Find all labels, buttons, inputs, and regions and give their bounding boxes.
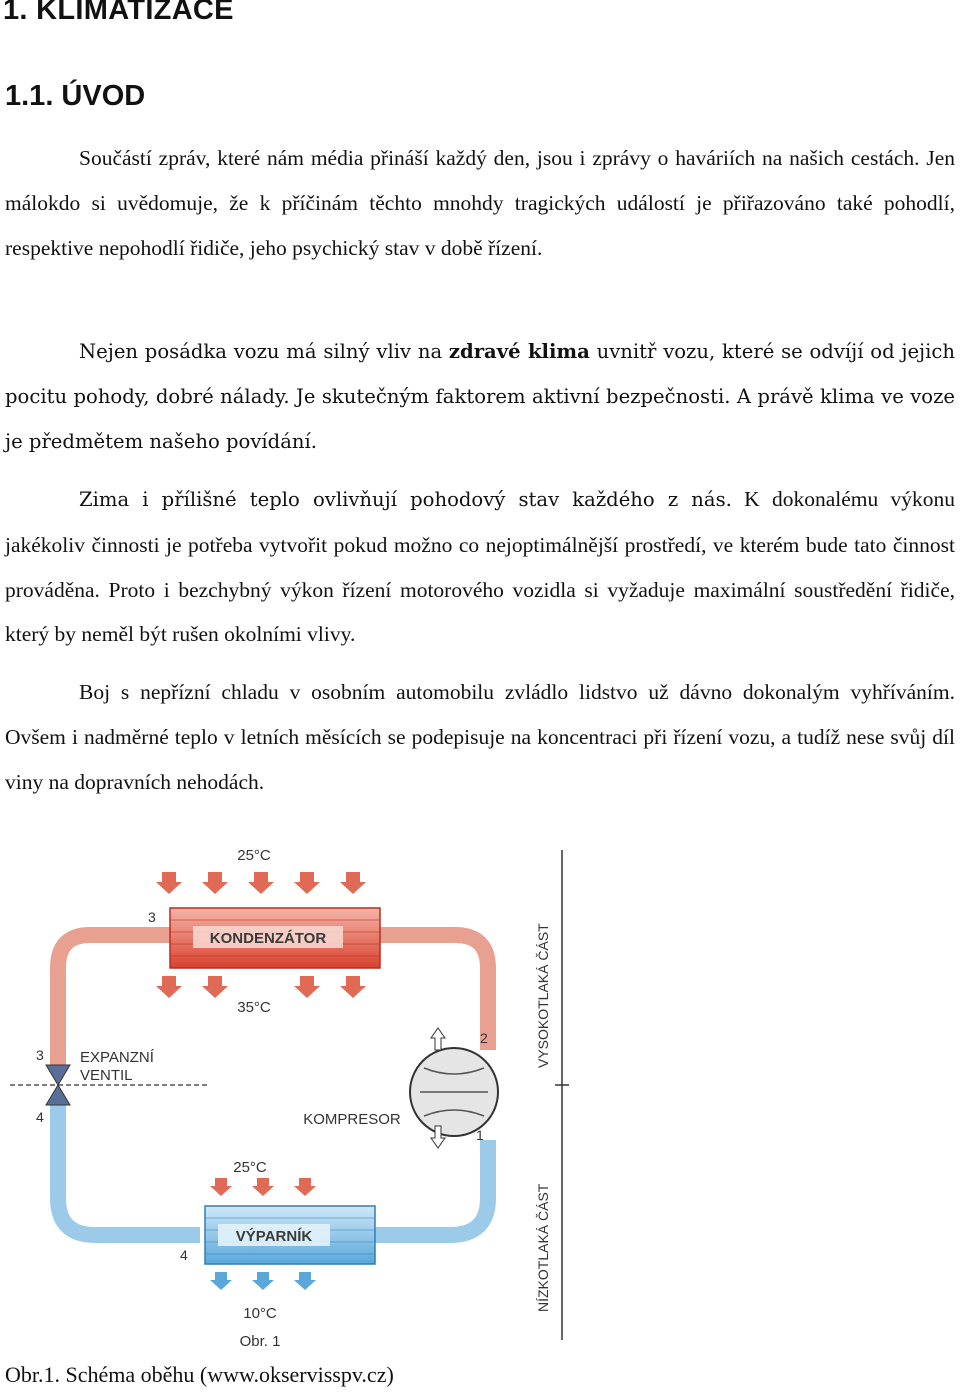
figure-caption: Obr.1. Schéma oběhu (www.okservisspv.cz) (5, 1362, 394, 1387)
point-3-left: 3 (36, 1047, 44, 1063)
paragraph-1: Součástí zpráv, které nám média přináší každý den, jsou i zprávy o haváriích na našich cestách. Jen málokdo si uvědomuje, že k příčinám těchto mnohdy tragických událostí je přiřazováno také pohodlí, respektive nepohodlí řidiče, jeho psychický stav v době řízení. (5, 146, 955, 260)
condenser-label: KONDENZÁTOR (209, 930, 327, 947)
evaporator-label: VÝPARNÍK (235, 1228, 313, 1245)
paragraph-2 (5, 330, 955, 464)
cold-pipe-right (375, 1140, 488, 1235)
chapter-title: 1. KLIMATIZACE (3, 0, 234, 26)
point-1: 1 (476, 1127, 484, 1143)
refrigeration-cycle-diagram (10, 840, 580, 1358)
paragraph-2-start: Nejen posádka vozu má silný vliv na (79, 340, 449, 363)
temp-condenser-out: 35°C (237, 999, 271, 1016)
section-title: 1.1. ÚVOD (5, 80, 146, 112)
high-pressure-label: VYSOKOTLAKÁ ČÁST (535, 923, 551, 1068)
point-4-bottom: 4 (180, 1247, 188, 1263)
point-3-top: 3 (148, 909, 156, 925)
figure-number: Obr. 1 (239, 1333, 281, 1350)
temp-evap-in: 25°C (233, 1159, 267, 1176)
temp-bottom: 10°C (243, 1305, 277, 1322)
temp-top: 25°C (237, 847, 271, 864)
paragraph-3 (5, 477, 955, 657)
valve-label-1: EXPANZNÍ (80, 1049, 154, 1066)
hot-air-arrows-bottom (156, 976, 366, 998)
flow-arrow-up-icon (431, 1028, 445, 1050)
cold-air-arrows-top (210, 1178, 316, 1196)
paragraph-2-end: uvnitř vozu, které se odvíjí od jejich pocitu pohody, dobré nálady. Je skutečným faktorem aktivní bezpečnosti. A právě klima ve voze je předmětem našeho povídání. (5, 340, 955, 453)
compressor-label: KOMPRESOR (303, 1111, 401, 1128)
cold-air-arrows-bottom (210, 1272, 316, 1290)
paragraph-3-start: Zima i přílišné teplo ovlivňují pohodový stav každého z nás. (79, 488, 732, 511)
cold-pipe (58, 1105, 200, 1235)
hot-air-arrows-top (156, 872, 366, 894)
point-4-left: 4 (36, 1109, 44, 1125)
paragraph-3-end: K dokonalému výkonu jakékoliv činnosti je potřeba vytvořit pokud možno co nejoptimálnější prostředí, ve kterém bude tato činnost prováděna. Proto i bezchybný výkon řízení motorového vozidla si vyžaduje maximální soustředění řidiče, který by neměl být rušen okolními vlivy. (5, 487, 955, 647)
paragraph-4: Boj s nepřízní chladu v osobním automobilu zvládlo lidstvo už dávno dokonalým vyhříváním. Ovšem i nadměrné teplo v letních měsících se podepisuje na koncentraci při řízení vozu, a tudíž nese svůj díl viny na dopravních nehodách. (5, 680, 955, 794)
paragraph-2-bold: zdravé klima (448, 340, 590, 363)
low-pressure-label: NÍZKOTLAKÁ ČÁST (535, 1183, 551, 1312)
point-2: 2 (480, 1030, 488, 1046)
expansion-valve (46, 1065, 70, 1085)
hot-pipe-right (375, 935, 488, 1050)
valve-label-2: VENTIL (80, 1067, 133, 1084)
